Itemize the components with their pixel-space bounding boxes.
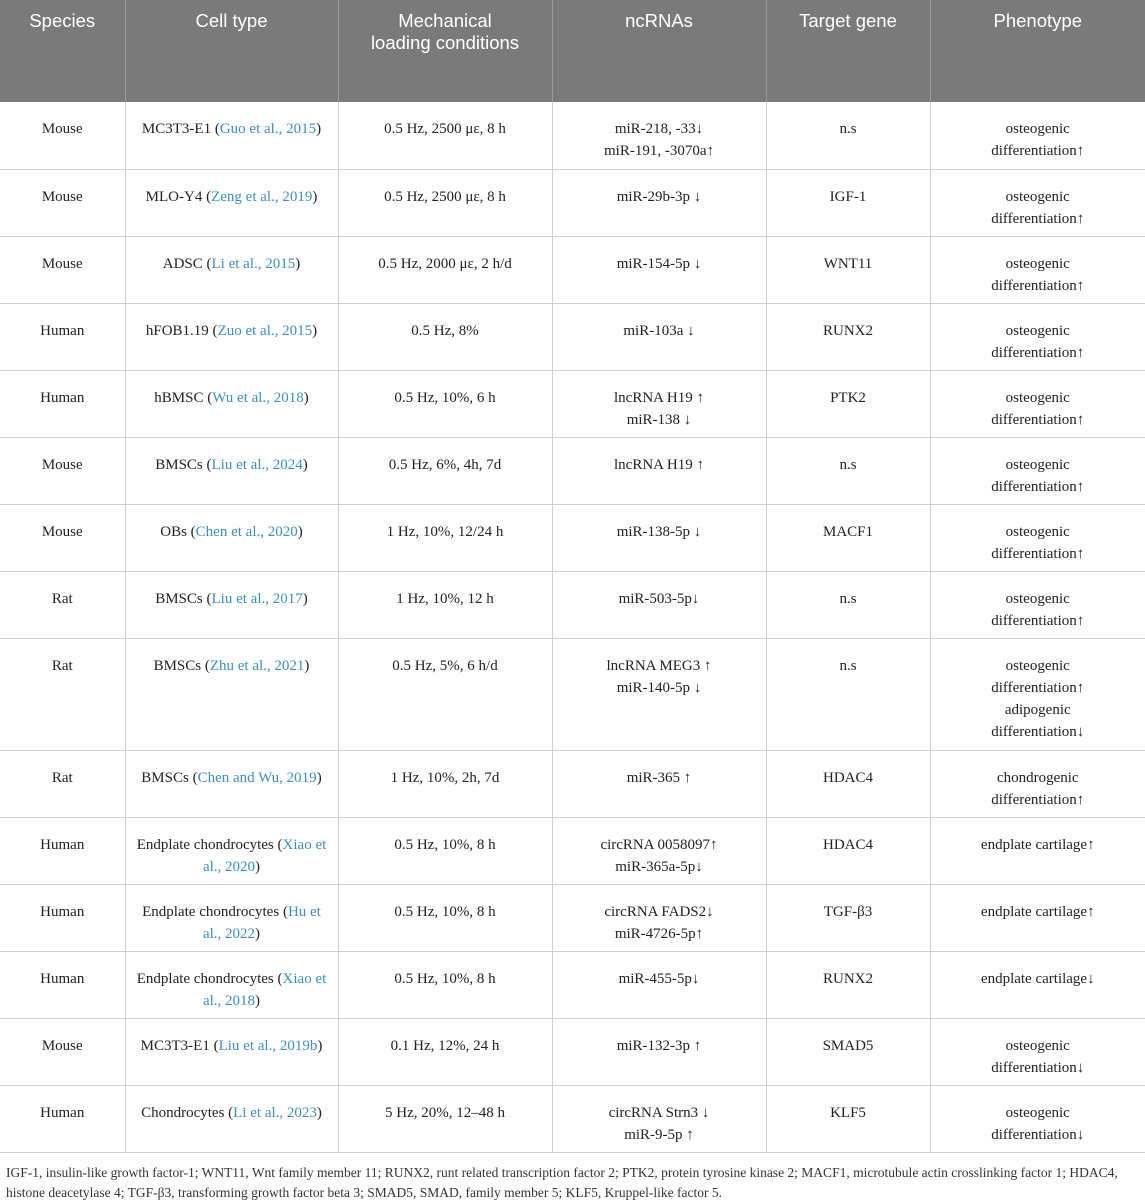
loading-conditions-cell: 0.5 Hz, 2500 με, 8 h	[338, 102, 552, 169]
cell-type-cell: hBMSC (Wu et al., 2018)	[125, 370, 338, 437]
ncrnas-cell	[552, 571, 766, 638]
loading-conditions-cell: 1 Hz, 10%, 12 h	[338, 571, 552, 638]
target-gene-cell: n.s	[766, 102, 930, 169]
species-cell: Mouse	[0, 102, 125, 169]
table-row	[0, 571, 1145, 638]
phenotype-cell	[930, 169, 1145, 236]
table-row	[0, 750, 1145, 817]
target-gene-cell: RUNX2	[766, 303, 930, 370]
phenotype-line: differentiation↑	[991, 545, 1085, 562]
cell-type-cell: ADSC (Li et al., 2015)	[125, 236, 338, 303]
phenotype-cell	[930, 571, 1145, 638]
ncrna-entry: miR-9-5p ↑	[624, 1126, 694, 1143]
reference-link[interactable]: Zhu et al., 2021	[209, 657, 305, 674]
ncrna-entry: miR-503-5p↓	[618, 590, 700, 607]
ncrnas-cell	[552, 236, 766, 303]
reference-link[interactable]: Liu et al., 2024	[211, 456, 303, 473]
phenotype-line: differentiation↑	[991, 344, 1085, 361]
phenotype-line: differentiation↑	[991, 478, 1085, 495]
phenotype-cell	[930, 638, 1145, 750]
ncrnas-cell	[552, 951, 766, 1018]
header-target-gene: Target gene	[766, 0, 930, 102]
ncrna-entry: miR-4726-5p↑	[614, 925, 704, 942]
target-gene-cell: WNT11	[766, 236, 930, 303]
phenotype-line: endplate cartilage↑	[980, 836, 1095, 853]
cell-type-cell: MC3T3-E1 (Guo et al., 2015)	[125, 102, 338, 169]
species-cell: Human	[0, 303, 125, 370]
target-gene-cell: RUNX2	[766, 951, 930, 1018]
ncrna-entry: lncRNA MEG3 ↑	[606, 657, 712, 674]
header-row	[0, 0, 1145, 102]
table-row	[0, 102, 1145, 169]
loading-conditions-cell: 0.1 Hz, 12%, 24 h	[338, 1018, 552, 1085]
reference-link[interactable]: Xiao et al., 2018	[202, 970, 327, 1009]
table-row	[0, 437, 1145, 504]
ncrnas-cell	[552, 504, 766, 571]
species-cell: Rat	[0, 750, 125, 817]
phenotype-line: osteogenic	[1005, 121, 1070, 137]
ncrna-entry: miR-365a-5p↓	[615, 858, 703, 875]
phenotype-cell	[930, 750, 1145, 817]
reference-link[interactable]: Chen and Wu, 2019	[197, 769, 317, 786]
loading-conditions-cell: 5 Hz, 20%, 12–48 h	[338, 1085, 552, 1152]
phenotype-cell	[930, 1018, 1145, 1085]
table-row	[0, 1018, 1145, 1085]
species-cell: Human	[0, 884, 125, 951]
cell-type-cell: Endplate chondrocytes (Xiao et al., 2018)	[125, 951, 338, 1018]
target-gene-cell: PTK2	[766, 370, 930, 437]
cell-type-text: Endplate chondrocytes	[136, 970, 274, 987]
ncrnas-cell	[552, 1018, 766, 1085]
phenotype-line: osteogenic	[1005, 322, 1070, 339]
cell-type-text: BMSCs	[141, 769, 189, 786]
species-cell: Rat	[0, 571, 125, 638]
target-gene-cell: TGF-β3	[766, 884, 930, 951]
table-body	[0, 102, 1145, 1152]
ncrna-entry: miR-103a ↓	[623, 322, 695, 339]
table-row	[0, 236, 1145, 303]
phenotype-line: chondrogenic	[996, 769, 1079, 786]
ncrna-entry: miR-29b-3p ↓	[616, 188, 702, 205]
phenotype-cell	[930, 437, 1145, 504]
cell-type-cell: BMSCs (Chen and Wu, 2019)	[125, 750, 338, 817]
table-row	[0, 504, 1145, 571]
cell-type-text: MLO-Y4	[145, 188, 203, 205]
ncrna-entry: miR-154-5p ↓	[616, 255, 702, 272]
phenotype-line: differentiation↑	[991, 143, 1085, 159]
cell-type-cell: MC3T3-E1 (Liu et al., 2019b)	[125, 1018, 338, 1085]
phenotype-line: differentiation↑	[991, 612, 1085, 629]
reference-link[interactable]: Li et al., 2015	[211, 255, 296, 272]
phenotype-cell	[930, 102, 1145, 169]
ncrnas-cell	[552, 102, 766, 169]
loading-conditions-cell: 1 Hz, 10%, 12/24 h	[338, 504, 552, 571]
ncrna-entry: circRNA FADS2↓	[604, 903, 714, 920]
ncrna-entry: miR-140-5p ↓	[616, 679, 702, 696]
loading-conditions-cell: 0.5 Hz, 2500 με, 8 h	[338, 169, 552, 236]
cell-type-text: ADSC	[162, 255, 203, 272]
phenotype-cell	[930, 1085, 1145, 1152]
loading-conditions-cell: 0.5 Hz, 10%, 6 h	[338, 370, 552, 437]
table-footnote: IGF-1, insulin-like growth factor-1; WNT11, Wnt family member 11; RUNX2, runt related transcription factor 2; PTK2, protein tyrosine kinase 2; MACF1, microtubule actin crosslinking factor 1; HDAC4, histone deacetylase 4; TGF-β3, transforming growth factor beta 3; SMAD5, SMAD, family member 5; KLF5, Kruppel-like factor 5.	[6, 1164, 1118, 1200]
ncrnas-cell	[552, 169, 766, 236]
cell-type-text: hFOB1.19	[145, 322, 209, 339]
reference-link[interactable]: Chen et al., 2020	[195, 523, 298, 540]
header-cell-type: Cell type	[125, 0, 338, 102]
table-row	[0, 951, 1145, 1018]
table-row	[0, 638, 1145, 750]
phenotype-line: osteogenic	[1005, 523, 1070, 540]
cell-type-text: Endplate chondrocytes	[136, 836, 274, 853]
species-cell: Mouse	[0, 1018, 125, 1085]
phenotype-line: differentiation↑	[991, 679, 1085, 696]
cell-type-text: hBMSC	[154, 389, 204, 406]
cell-type-text: BMSCs	[153, 657, 202, 674]
cell-type-text: Endplate chondrocytes	[142, 903, 280, 920]
table-row	[0, 884, 1145, 951]
phenotype-line: osteogenic	[1005, 1104, 1070, 1121]
phenotype-line: differentiation↑	[991, 791, 1085, 808]
ncrna-entry: miR-138-5p ↓	[616, 523, 702, 540]
target-gene-cell: n.s	[766, 571, 930, 638]
cell-type-cell: BMSCs (Liu et al., 2024)	[125, 437, 338, 504]
cell-type-text: BMSCs	[155, 456, 203, 473]
cell-type-cell: OBs (Chen et al., 2020)	[125, 504, 338, 571]
header-species: Species	[0, 0, 125, 102]
loading-conditions-cell: 0.5 Hz, 2000 με, 2 h/d	[338, 236, 552, 303]
header-phenotype: Phenotype	[930, 0, 1145, 102]
ncrna-entry: miR-132-3p ↑	[616, 1037, 702, 1054]
loading-conditions-cell: 0.5 Hz, 6%, 4h, 7d	[338, 437, 552, 504]
table-row	[0, 370, 1145, 437]
phenotype-line: differentiation↑	[991, 210, 1085, 227]
table-row	[0, 1085, 1145, 1152]
species-cell: Human	[0, 951, 125, 1018]
ncrna-entry: miR-455-5p↓	[618, 970, 700, 987]
cell-type-cell: MLO-Y4 (Zeng et al., 2019)	[125, 169, 338, 236]
loading-conditions-cell: 0.5 Hz, 10%, 8 h	[338, 817, 552, 884]
cell-type-text: Chondrocytes	[141, 1104, 225, 1121]
cell-type-cell: hFOB1.19 (Zuo et al., 2015)	[125, 303, 338, 370]
header-loading-conditions: Mechanical loading conditions	[338, 0, 552, 102]
cell-type-cell: BMSCs (Zhu et al., 2021)	[125, 638, 338, 750]
reference-link[interactable]: Liu et al., 2017	[211, 590, 303, 607]
cell-type-text: OBs	[160, 523, 187, 540]
loading-conditions-cell: 0.5 Hz, 10%, 8 h	[338, 884, 552, 951]
ncrnas-cell	[552, 370, 766, 437]
cell-type-text: MC3T3-E1	[141, 121, 212, 137]
phenotype-line: endplate cartilage↓	[980, 970, 1095, 987]
target-gene-cell: MACF1	[766, 504, 930, 571]
ncrna-entry: miR-218, -33↓	[614, 121, 704, 137]
phenotype-cell	[930, 370, 1145, 437]
target-gene-cell: HDAC4	[766, 817, 930, 884]
loading-conditions-cell: 0.5 Hz, 10%, 8 h	[338, 951, 552, 1018]
ncrna-entry: miR-138 ↓	[626, 411, 692, 428]
phenotype-cell	[930, 884, 1145, 951]
target-gene-cell: HDAC4	[766, 750, 930, 817]
reference-link[interactable]: Guo et al., 2015	[219, 121, 317, 137]
reference-link[interactable]: Zuo et al., 2015	[217, 322, 313, 339]
phenotype-cell	[930, 951, 1145, 1018]
ncrna-entry: circRNA 0058097↑	[600, 836, 718, 853]
species-cell: Mouse	[0, 169, 125, 236]
phenotype-cell	[930, 817, 1145, 884]
species-cell: Mouse	[0, 236, 125, 303]
reference-link[interactable]: Li et al., 2023	[233, 1104, 317, 1121]
phenotype-line: endplate cartilage↑	[980, 903, 1095, 920]
loading-conditions-cell: 0.5 Hz, 5%, 6 h/d	[338, 638, 552, 750]
phenotype-line: differentiation↓	[991, 723, 1085, 740]
phenotype-line: osteogenic	[1005, 657, 1070, 674]
table-row	[0, 303, 1145, 370]
ncrna-entry: miR-191, -3070a↑	[604, 143, 714, 159]
cell-type-cell: BMSCs (Liu et al., 2017)	[125, 571, 338, 638]
ncrnas-cell	[552, 437, 766, 504]
species-cell: Human	[0, 817, 125, 884]
species-cell: Rat	[0, 638, 125, 750]
reference-link[interactable]: Liu et al., 2019b	[218, 1037, 318, 1054]
table-row	[0, 817, 1145, 884]
cell-type-cell: Endplate chondrocytes (Hu et al., 2022)	[125, 884, 338, 951]
ncrna-entry: miR-365 ↑	[626, 769, 692, 786]
loading-conditions-cell: 1 Hz, 10%, 2h, 7d	[338, 750, 552, 817]
target-gene-cell: n.s	[766, 638, 930, 750]
phenotype-line: osteogenic	[1005, 255, 1070, 272]
target-gene-cell: SMAD5	[766, 1018, 930, 1085]
cell-type-cell: Endplate chondrocytes (Xiao et al., 2020)	[125, 817, 338, 884]
cell-type-text: BMSCs	[155, 590, 203, 607]
phenotype-line: osteogenic	[1005, 590, 1070, 607]
ncrna-entry: circRNA Strn3 ↓	[608, 1104, 710, 1121]
ncrnas-cell	[552, 884, 766, 951]
target-gene-cell: n.s	[766, 437, 930, 504]
header-ncrnas: ncRNAs	[552, 0, 766, 102]
ncrnas-cell	[552, 638, 766, 750]
phenotype-line: differentiation↑	[991, 277, 1085, 294]
ncrnas-cell	[552, 750, 766, 817]
phenotype-line: differentiation↑	[991, 411, 1085, 428]
phenotype-line: osteogenic	[1005, 389, 1070, 406]
reference-link[interactable]: Hu et al., 2022	[202, 903, 321, 942]
reference-link[interactable]: Xiao et al., 2020	[202, 836, 327, 875]
phenotype-cell	[930, 303, 1145, 370]
loading-conditions-cell: 0.5 Hz, 8%	[338, 303, 552, 370]
species-cell: Mouse	[0, 504, 125, 571]
ncrna-entry: lncRNA H19 ↑	[614, 389, 704, 406]
target-gene-cell: KLF5	[766, 1085, 930, 1152]
cell-type-cell: Chondrocytes (Li et al., 2023)	[125, 1085, 338, 1152]
phenotype-line: differentiation↓	[991, 1126, 1085, 1143]
cell-type-text: MC3T3-E1	[140, 1037, 210, 1054]
ncrna-entry: lncRNA H19 ↑	[614, 456, 704, 473]
species-cell: Mouse	[0, 437, 125, 504]
reference-link[interactable]: Zeng et al., 2019	[211, 188, 313, 205]
species-cell: Human	[0, 1085, 125, 1152]
phenotype-line: differentiation↓	[991, 1059, 1085, 1076]
phenotype-line: osteogenic	[1005, 188, 1070, 205]
ncrnas-cell	[552, 303, 766, 370]
table-row	[0, 169, 1145, 236]
phenotype-line: osteogenic	[1005, 1037, 1070, 1054]
phenotype-cell	[930, 236, 1145, 303]
species-cell: Human	[0, 370, 125, 437]
reference-link[interactable]: Wu et al., 2018	[212, 389, 304, 406]
ncrnas-cell	[552, 1085, 766, 1152]
phenotype-line: osteogenic	[1005, 456, 1070, 473]
target-gene-cell: IGF-1	[766, 169, 930, 236]
ncrnas-cell	[552, 817, 766, 884]
phenotype-cell	[930, 504, 1145, 571]
phenotype-line: adipogenic	[1004, 701, 1071, 718]
